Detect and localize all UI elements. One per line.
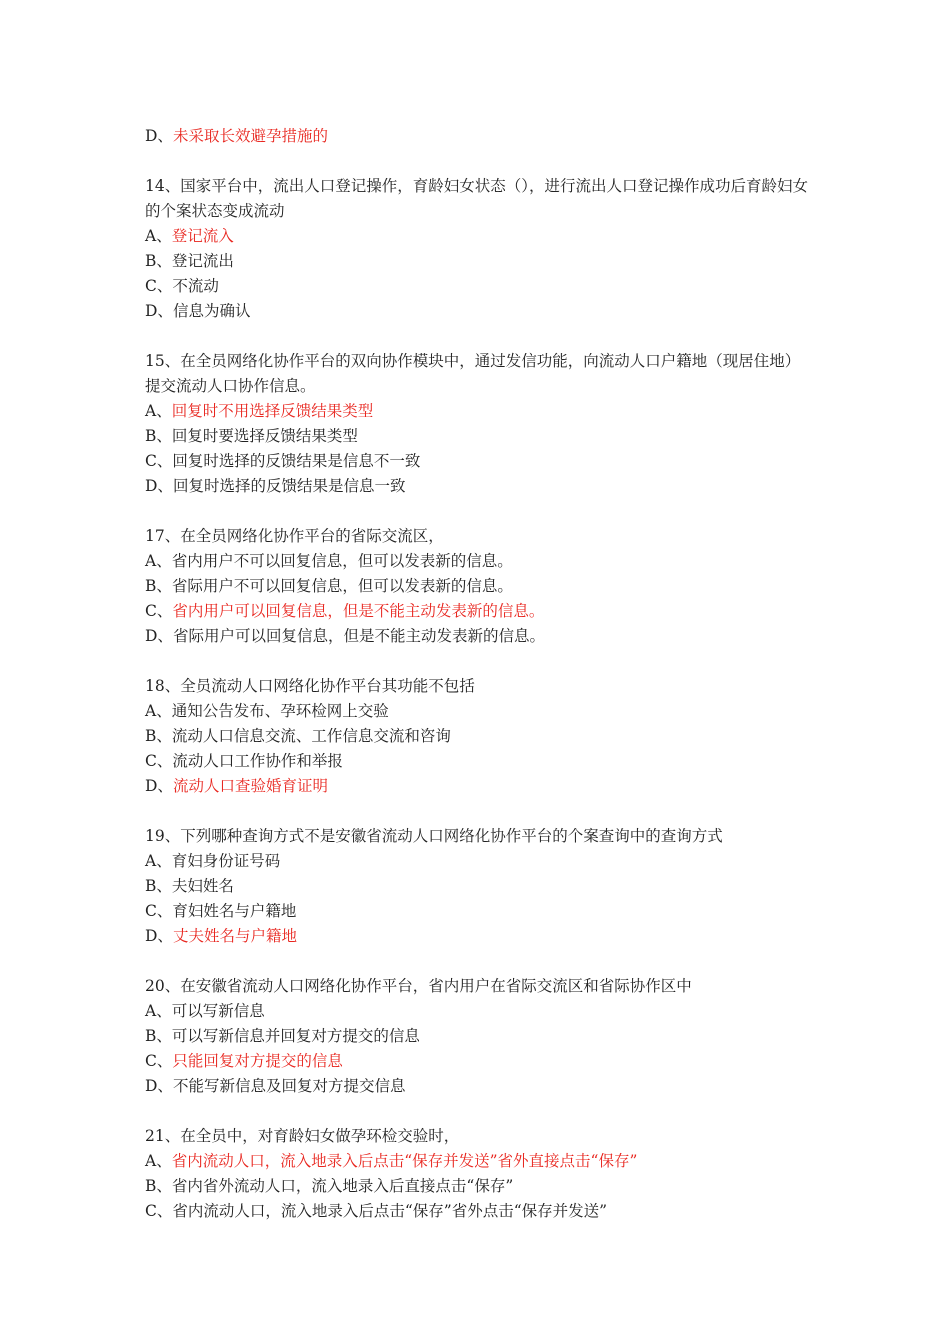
question-block bbox=[145, 524, 815, 649]
option-line bbox=[145, 724, 815, 749]
option-line bbox=[145, 1174, 815, 1199]
option-label: D、 bbox=[145, 777, 173, 795]
option-label: A、 bbox=[145, 402, 172, 420]
option-line bbox=[145, 874, 815, 899]
correct-answer-text: 省内流动人口，流入地录入后点击“保存并发送”省外直接点击“保存” bbox=[171, 1152, 638, 1170]
question-text: 18、全员流动人口网络化协作平台其功能不包括 bbox=[145, 677, 475, 695]
correct-answer-text: 省内用户可以回复信息，但是不能主动发表新的信息。 bbox=[172, 602, 545, 620]
option-label: B、 bbox=[145, 427, 172, 445]
option-text: 省内用户不可以回复信息，但可以发表新的信息。 bbox=[171, 552, 513, 570]
question-text: 21、在全员中，对育龄妇女做孕环检交验时， bbox=[145, 1127, 460, 1145]
option-line bbox=[145, 774, 815, 799]
option-text: 育妇姓名与户籍地 bbox=[172, 902, 297, 920]
question-block bbox=[145, 174, 815, 324]
option-label: A、 bbox=[145, 852, 172, 870]
option-line bbox=[145, 299, 815, 324]
option-text: 省际用户可以回复信息，但是不能主动发表新的信息。 bbox=[172, 627, 545, 645]
option-text: 夫妇姓名 bbox=[171, 877, 234, 895]
option-label: D、 bbox=[145, 1077, 173, 1095]
correct-answer-text: 回复时不用选择反馈结果类型 bbox=[171, 402, 374, 420]
option-line bbox=[145, 1049, 815, 1074]
option-label: C、 bbox=[145, 1052, 173, 1070]
option-line bbox=[145, 224, 815, 249]
question-block bbox=[145, 974, 815, 1099]
question-block bbox=[145, 674, 815, 799]
option-line bbox=[145, 624, 815, 649]
option-text: 流动人口工作协作和举报 bbox=[172, 752, 343, 770]
option-text: 不流动 bbox=[172, 277, 219, 295]
question-list bbox=[145, 174, 815, 1224]
question-text: 17、在全员网络化协作平台的省际交流区， bbox=[145, 527, 444, 545]
option-label: D、 bbox=[145, 927, 173, 945]
option-label: C、 bbox=[145, 277, 173, 295]
option-text: 育妇身份证号码 bbox=[171, 852, 281, 870]
lead-option-block bbox=[145, 124, 815, 149]
question-text: 15、在全员网络化协作平台的双向协作模块中，通过发信功能，向流动人口户籍地（现居住地）提交流动人口协作信息。 bbox=[145, 352, 801, 395]
option-line bbox=[145, 1149, 815, 1174]
option-label: C、 bbox=[145, 752, 173, 770]
option-text: 省际用户不可以回复信息，但可以发表新的信息。 bbox=[171, 577, 513, 595]
correct-answer-text: 流动人口查验婚育证明 bbox=[172, 777, 328, 795]
question-block bbox=[145, 1124, 815, 1224]
option-line bbox=[145, 899, 815, 924]
option-line bbox=[145, 599, 815, 624]
correct-answer-text: 丈夫姓名与户籍地 bbox=[172, 927, 297, 945]
correct-answer-text: 登记流入 bbox=[171, 227, 234, 245]
question-text: 14、国家平台中，流出人口登记操作，育龄妇女状态（），进行流出人口登记操作成功后育龄妇女的个案状态变成流动 bbox=[145, 177, 808, 220]
option-line bbox=[145, 124, 815, 149]
option-line bbox=[145, 449, 815, 474]
option-label: A、 bbox=[145, 1152, 172, 1170]
option-label: B、 bbox=[145, 727, 172, 745]
option-text: 登记流出 bbox=[171, 252, 234, 270]
option-text: 不能写新信息及回复对方提交信息 bbox=[172, 1077, 406, 1095]
option-label: C、 bbox=[145, 452, 173, 470]
option-line bbox=[145, 399, 815, 424]
option-label: D、 bbox=[145, 477, 173, 495]
option-line bbox=[145, 424, 815, 449]
option-label: A、 bbox=[145, 227, 172, 245]
option-line bbox=[145, 999, 815, 1024]
question-text: 19、下列哪种查询方式不是安徽省流动人口网络化协作平台的个案查询中的查询方式 bbox=[145, 827, 723, 845]
option-text: 回复时选择的反馈结果是信息不一致 bbox=[172, 452, 421, 470]
option-line bbox=[145, 1074, 815, 1099]
option-label: B、 bbox=[145, 577, 172, 595]
option-label: D、 bbox=[145, 127, 173, 145]
option-line bbox=[145, 924, 815, 949]
option-text: 流动人口信息交流、工作信息交流和咨询 bbox=[171, 727, 451, 745]
correct-answer-text: 只能回复对方提交的信息 bbox=[172, 1052, 343, 1070]
option-label: D、 bbox=[145, 627, 173, 645]
option-label: A、 bbox=[145, 552, 172, 570]
option-label: A、 bbox=[145, 1002, 172, 1020]
option-line bbox=[145, 274, 815, 299]
option-line bbox=[145, 849, 815, 874]
question-block bbox=[145, 824, 815, 949]
option-label: B、 bbox=[145, 1177, 172, 1195]
option-label: B、 bbox=[145, 877, 172, 895]
option-text: 信息为确认 bbox=[172, 302, 251, 320]
option-label: C、 bbox=[145, 1202, 173, 1220]
option-text: 通知公告发布、孕环检网上交验 bbox=[171, 702, 389, 720]
option-text: 省内流动人口，流入地录入后点击“保存”省外点击“保存并发送” bbox=[172, 1202, 608, 1220]
option-label: B、 bbox=[145, 252, 172, 270]
document-body bbox=[145, 124, 815, 1249]
option-text: 省内省外流动人口，流入地录入后直接点击“保存” bbox=[171, 1177, 514, 1195]
option-line bbox=[145, 549, 815, 574]
option-text: 可以写新信息并回复对方提交的信息 bbox=[171, 1027, 420, 1045]
option-text: 未采取长效避孕措施的 bbox=[172, 127, 328, 145]
option-line bbox=[145, 1024, 815, 1049]
option-line bbox=[145, 474, 815, 499]
option-text: 回复时要选择反馈结果类型 bbox=[171, 427, 358, 445]
option-text: 回复时选择的反馈结果是信息一致 bbox=[172, 477, 406, 495]
option-label: C、 bbox=[145, 902, 173, 920]
question-block bbox=[145, 349, 815, 499]
option-line bbox=[145, 249, 815, 274]
option-label: D、 bbox=[145, 302, 173, 320]
option-line bbox=[145, 574, 815, 599]
option-line bbox=[145, 749, 815, 774]
option-line bbox=[145, 699, 815, 724]
option-text: 可以写新信息 bbox=[171, 1002, 265, 1020]
option-label: C、 bbox=[145, 602, 173, 620]
question-text: 20、在安徽省流动人口网络化协作平台，省内用户在省际交流区和省际协作区中 bbox=[145, 977, 692, 995]
option-label: B、 bbox=[145, 1027, 172, 1045]
option-line bbox=[145, 1199, 815, 1224]
option-label: A、 bbox=[145, 702, 172, 720]
